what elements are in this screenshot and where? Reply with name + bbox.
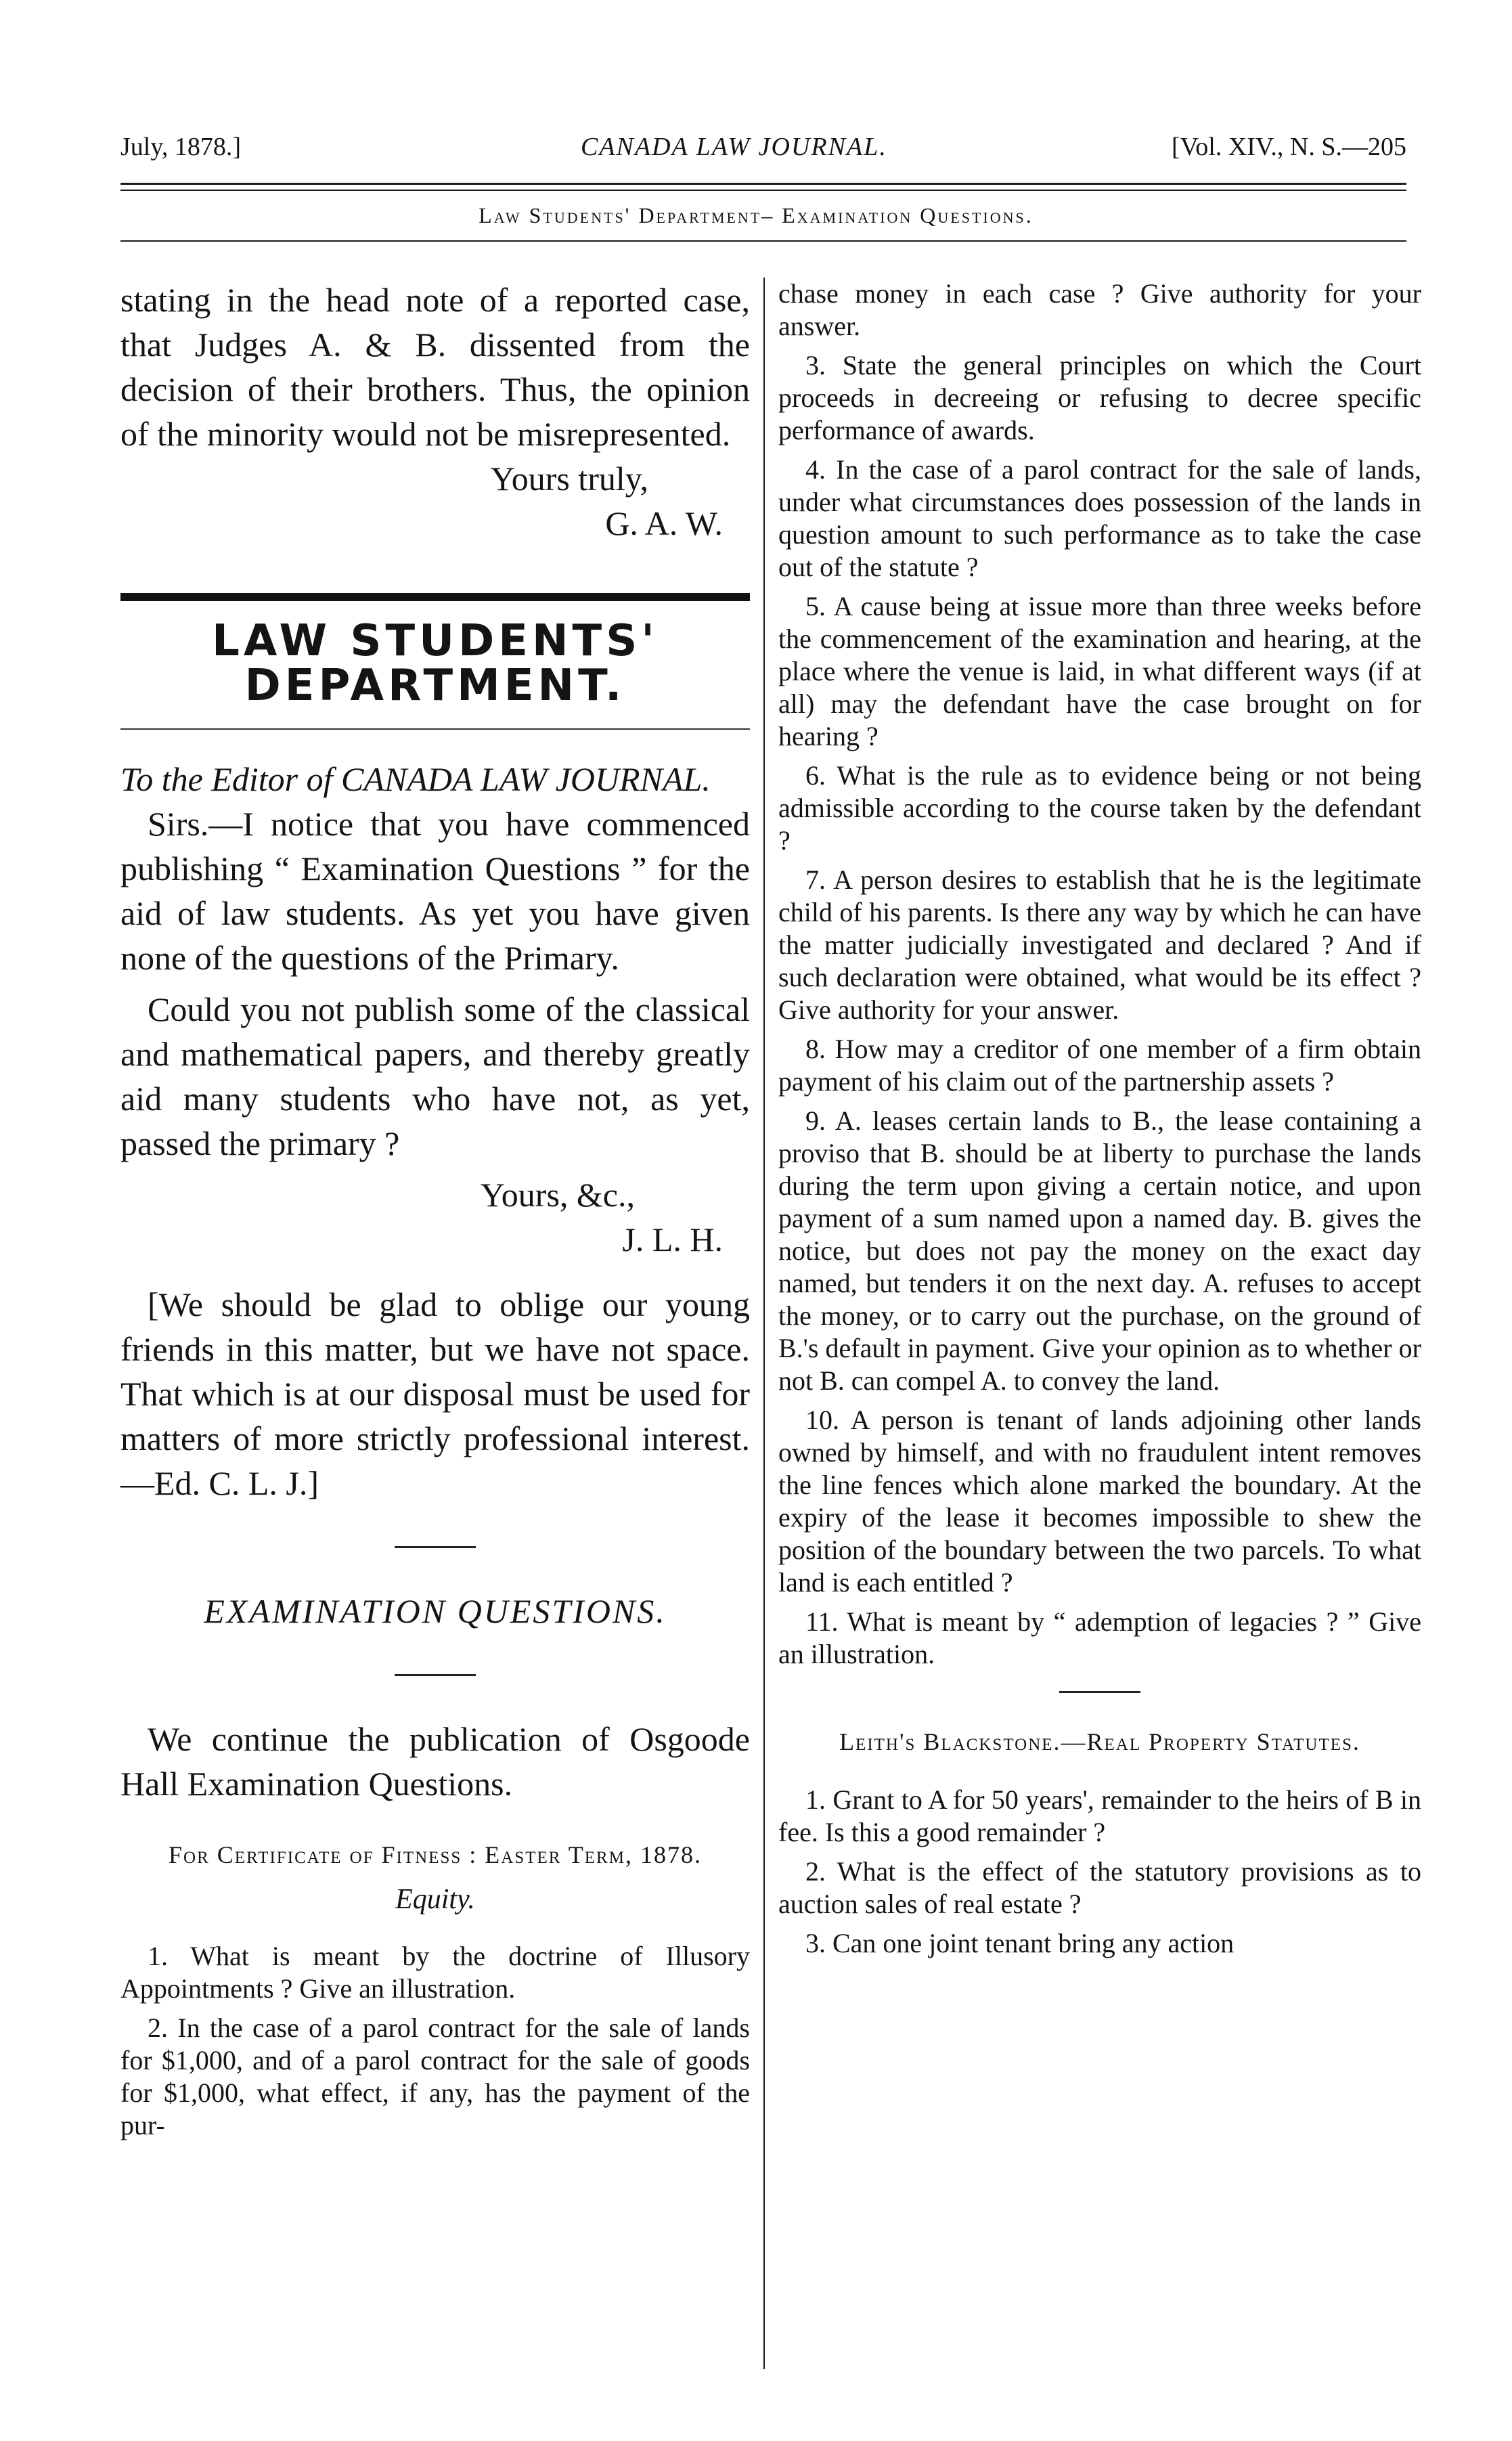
leith-heading: Leith's Blackstone.—Real Property Statutes. <box>839 1728 1360 1755</box>
right-column <box>778 278 1421 1966</box>
header-volume: [Vol. XIV., N. S.—205 <box>1172 133 1406 161</box>
question-item: 1. What is meant by the doctrine of Illusory Appointments ? Give an illustration. <box>120 1941 750 2004</box>
section-rule <box>395 1546 476 1548</box>
signature-close: Yours truly, <box>490 460 648 498</box>
question-continuation: chase money in each case ? Give authority for your answer. <box>778 278 1421 341</box>
editor-note: [We should be glad to oblige our young friends in this matter, but we have not space. That which is at our disposal must be used for matters of more strictly professional interest. —Ed. C. L. J.] <box>120 1285 750 1502</box>
question-item: 2. In the case of a parol contract for the sale of lands for $1,000, and of a parol contract for the sale of goods for $1,000, what effect, if any, has the payment of the pur- <box>120 2013 750 2140</box>
signature-name: J. L. H. <box>622 1220 723 1258</box>
signature-close: Yours, &c., <box>480 1176 635 1214</box>
to-editor-line: To the Editor of CANADA LAW JOURNAL. <box>120 760 711 798</box>
header-rule-bottom <box>120 190 1406 191</box>
signature-name: G. A. W. <box>605 504 723 542</box>
column-divider <box>763 278 765 2369</box>
certificate-heading: For Certificate of Fitness : Easter Term, 1878. <box>169 1841 702 1868</box>
section-rule <box>395 1674 476 1676</box>
question-item: 6. What is the rule as to evidence being or not being admissible according to the course taken by the defendant ? <box>778 760 1421 856</box>
subject-heading: Equity. <box>395 1884 475 1915</box>
left-column <box>120 278 750 2149</box>
question-item: 9. A. leases certain lands to B., the lease containing a proviso that B. should be at liberty to purchase the lands during the term upon giving a certain notice, and upon payment of a sum named upon a named day. B. gives the notice, but does not pay the money on the exact day named, but tenders it on the next day. A. refuses to accept the money, or to carry out the purchase, on the ground of B.'s default in payment. Give your opinion as to whether or not B. can compel A. to convey the land. <box>778 1105 1421 1396</box>
intro-paragraph: We continue the publication of Osgoode Hall Examination Questions. <box>120 1720 750 1803</box>
header-rule-top <box>120 183 1406 185</box>
department-banner: LAW STUDENTS' DEPARTMENT. <box>212 616 659 711</box>
exam-heading: EXAMINATION QUESTIONS. <box>204 1592 667 1630</box>
question-item: 4. In the case of a parol contract for the sale of lands, under what circumstances does possession of the lands in question amount to such performance as to take the case out of the statute ? <box>778 454 1421 582</box>
department-rule <box>120 240 1406 242</box>
question-item: 5. A cause being at issue more than three weeks before the commencement of the examination and hearing, at the place where the venue is laid, in what different ways (if at all) may the defendant have the case brought on for hearing ? <box>778 591 1421 751</box>
banner-underline <box>120 728 750 730</box>
question-item: 3. Can one joint tenant bring any action <box>805 1928 1235 1958</box>
department-line: Law Students' Department– Examination Questions. <box>479 203 1033 227</box>
letter-end-paragraph: stating in the head note of a reported case, that Judges A. & B. dissented from the decision of their brothers. Thus, the opinion of the minority would not be misrepresented. <box>120 281 750 453</box>
letter-paragraph: Sirs.—I notice that you have commenced publishing “ Examination Questions ” for the aid of law students. As yet you have given none of the questions of the Primary. <box>120 805 750 977</box>
running-header <box>120 132 1406 173</box>
question-item: 7. A person desires to establish that he is the legitimate child of his parents. Is there any way by which he can have the matter judicially investigated and declared ? And if such declaration were obtained, what would be its effect ? Give authority for your answer. <box>778 864 1421 1025</box>
question-item: 3. State the general principles on which the Court proceeds in decreeing or refusing to decree specific performance of awards. <box>778 350 1421 445</box>
question-item: 8. How may a creditor of one member of a firm obtain payment of his claim out of the partnership assets ? <box>778 1034 1421 1097</box>
question-item: 11. What is meant by “ ademption of legacies ? ” Give an illustration. <box>778 1606 1421 1669</box>
question-item: 1. Grant to A for 50 years', remainder to the heirs of B in fee. Is this a good remainder ? <box>778 1784 1421 1847</box>
header-date: July, 1878.] <box>120 133 242 161</box>
question-item: 10. A person is tenant of lands adjoining other lands owned by himself, and with no fraudulent intent removes the line fences which alone marked the boundary. At the expiry of the lease it becomes impossible to shew the position of the boundary between the two parcels. To what land is each entitled ? <box>778 1405 1421 1598</box>
section-rule <box>1059 1691 1140 1693</box>
banner-rule <box>120 593 750 601</box>
letter-paragraph: Could you not publish some of the classical and mathematical papers, and thereby greatly aid many students who have not, as yet, passed the primary ? <box>120 990 750 1162</box>
header-journal-title: CANADA LAW JOURNAL. <box>581 133 887 161</box>
question-item: 2. What is the effect of the statutory provisions as to auction sales of real estate ? <box>778 1856 1421 1919</box>
